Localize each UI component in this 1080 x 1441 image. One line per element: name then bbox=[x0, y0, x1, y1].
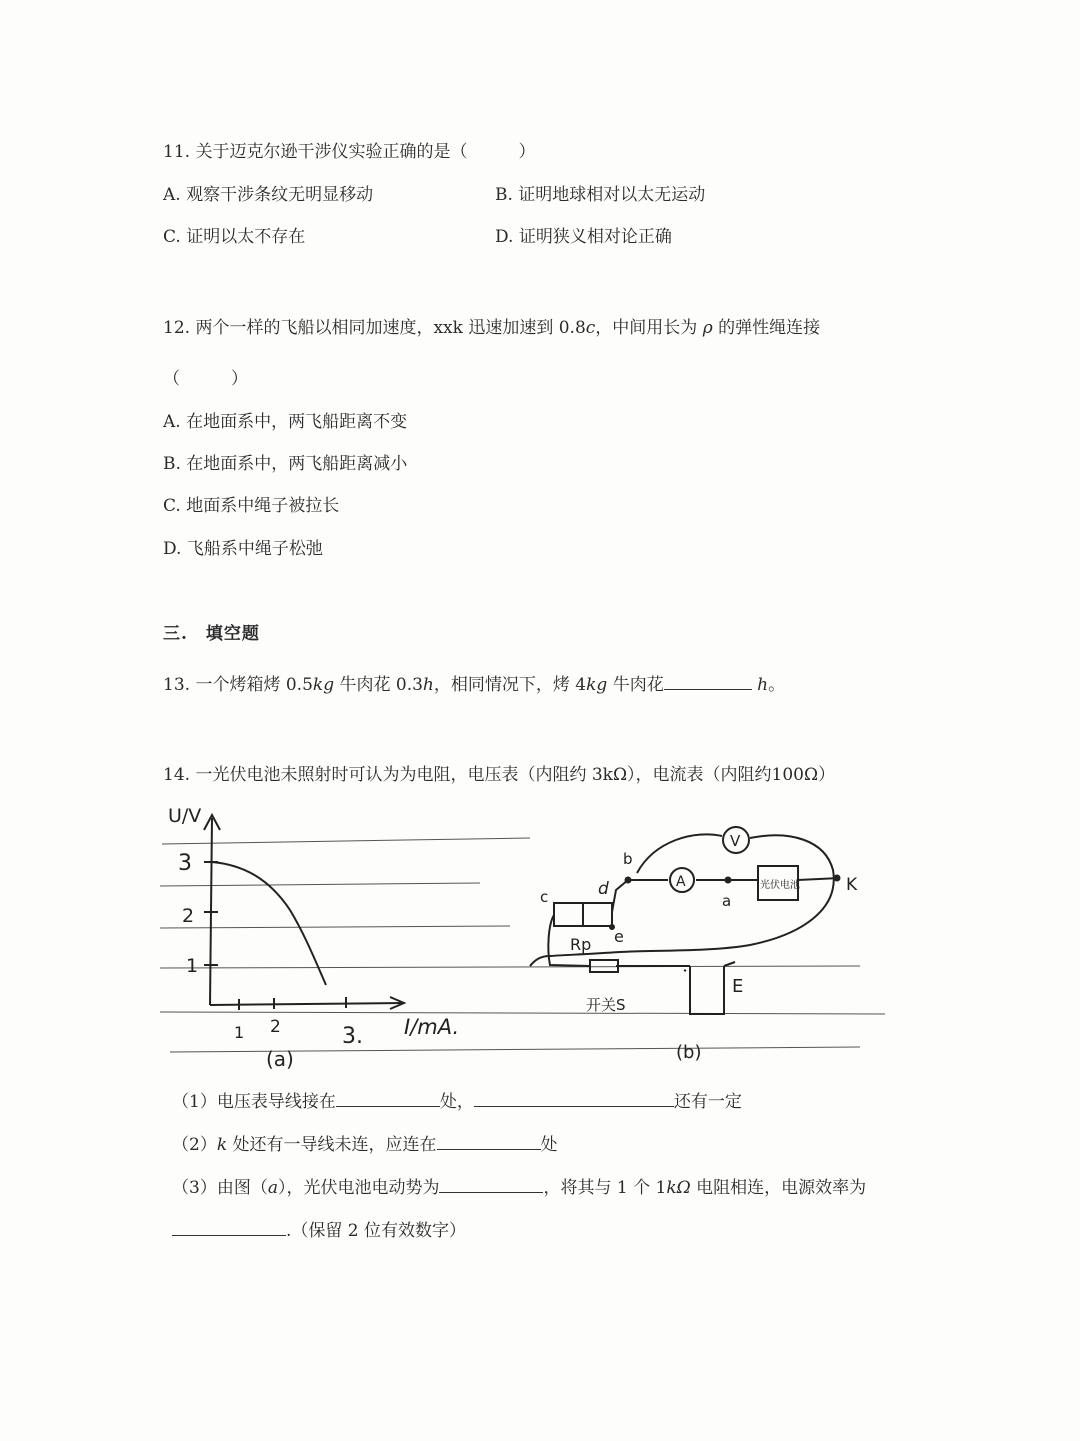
pv-cell-label: 光伏电池 bbox=[760, 880, 800, 891]
graph-a-curve bbox=[212, 862, 326, 985]
q14-sub3-mid2: ，将其与 1 个 1 bbox=[543, 1178, 667, 1198]
q13-answer-blank[interactable] bbox=[664, 671, 752, 690]
q14-sub2-mid: 处还有一导线未连，应连在 bbox=[227, 1135, 437, 1155]
circuit-b-wires bbox=[530, 834, 840, 1014]
q14-sub1-blank-1[interactable] bbox=[336, 1088, 440, 1107]
q12-option-d: D. 飞船系中绳子松弛 bbox=[163, 539, 323, 559]
graph-a-x-label: I/mA. bbox=[404, 1015, 460, 1039]
q14-sub1 bbox=[172, 1088, 742, 1114]
source-label: E bbox=[732, 976, 744, 997]
q14-stem: 14. 一光伏电池未照射时可认为为电阻，电压表（内阻约 3kΩ），电流表（内阻约100Ω） bbox=[163, 765, 836, 785]
q14-sub3-post: 电阻相连，电源效率为 bbox=[690, 1178, 867, 1198]
q13-p4: 牛肉花 bbox=[607, 675, 664, 695]
q13-p1: 13. 一个烤箱烤 0.5 bbox=[163, 675, 313, 695]
q13-h2: h bbox=[757, 675, 769, 695]
graph-a-y-tick-3: 3 bbox=[178, 851, 192, 876]
q14-sub3-mid: ），光伏电池电动势为 bbox=[277, 1178, 440, 1198]
q14-sub3-blank-2[interactable] bbox=[172, 1217, 286, 1236]
graph-a-y-tick-2: 2 bbox=[182, 905, 195, 927]
q12-stem-post: 的弹性绳连接 bbox=[712, 318, 821, 338]
q14-sub3-blank-1[interactable] bbox=[439, 1174, 543, 1193]
graph-a-x-tick-3: 3. bbox=[342, 1024, 363, 1049]
node-e-label: e bbox=[614, 927, 624, 946]
q14-sub3 bbox=[172, 1174, 866, 1200]
q13-p3: ，相同情况下，烤 4 bbox=[433, 675, 587, 695]
q12-option-c: C. 地面系中绳子被拉长 bbox=[163, 496, 340, 516]
q13-kg2: kg bbox=[586, 675, 608, 695]
q11-option-b: B. 证明地球相对以太无运动 bbox=[495, 185, 706, 205]
ruled-lines bbox=[160, 838, 885, 1052]
q14-sub2 bbox=[172, 1131, 558, 1157]
q14-sub1-pre: （1）电压表导线接在 bbox=[172, 1092, 336, 1112]
ammeter-label: A bbox=[676, 874, 686, 890]
graph-a-x-tick-1: 1 bbox=[234, 1023, 245, 1042]
graph-a-axes bbox=[204, 815, 404, 1009]
q14-sub2-pre: （2） bbox=[172, 1135, 217, 1155]
q11-option-a: A. 观察干涉条纹无明显移动 bbox=[163, 185, 374, 205]
q12-stem-c: c bbox=[585, 318, 596, 338]
circuit-b-caption: (b) bbox=[676, 1042, 702, 1063]
q13-p2: 牛肉花 0.3 bbox=[334, 675, 423, 695]
q11-option-c: C. 证明以太不存在 bbox=[163, 227, 306, 247]
q11-option-d: D. 证明狭义相对论正确 bbox=[495, 227, 672, 247]
q12-stem-rho: ρ bbox=[702, 318, 713, 338]
q14-sub1-blank-2[interactable] bbox=[474, 1088, 674, 1107]
q12-option-b: B. 在地面系中，两飞船距离减小 bbox=[163, 454, 408, 474]
switch-label: 开关S bbox=[586, 996, 626, 1014]
q14-sub2-k: k bbox=[216, 1135, 228, 1155]
q14-sub3-a: a bbox=[267, 1178, 278, 1198]
q12-paren: （ ） bbox=[163, 369, 248, 389]
node-c-label: c bbox=[540, 888, 549, 906]
q12-stem-mid: ，中间用长为 bbox=[595, 318, 703, 338]
graph-a-y-label: U/V bbox=[168, 805, 202, 827]
q14-sub3-pre: （3）由图（ bbox=[172, 1178, 268, 1198]
q14-sub3-unit: kΩ bbox=[666, 1178, 691, 1198]
section-heading: 三. 填空题 bbox=[163, 624, 260, 644]
q13-p5: 。 bbox=[768, 675, 786, 695]
q12-stem-pre: 12. 两个一样的飞船以相同加速度，xxk 迅速加速到 0.8 bbox=[163, 318, 586, 338]
q14-sub2-blank[interactable] bbox=[437, 1131, 541, 1150]
q14-sub3-note: .（保留 2 位有效数字） bbox=[286, 1221, 467, 1241]
node-a-label: a bbox=[722, 892, 732, 910]
node-d-label: d bbox=[598, 879, 609, 899]
graph-a-caption: (a) bbox=[266, 1047, 294, 1071]
q13-stem bbox=[163, 671, 785, 697]
graph-a-x-tick-2: 2 bbox=[270, 1017, 281, 1037]
q14-sub2-post: 处 bbox=[540, 1135, 558, 1155]
node-b-label: b bbox=[623, 850, 633, 868]
q14-sub3-cont bbox=[172, 1217, 466, 1243]
node-k-label: K bbox=[846, 875, 858, 895]
q14-sub1-post: 还有一定 bbox=[673, 1092, 742, 1112]
q14-figure bbox=[150, 800, 890, 1075]
q14-sub1-mid: 处， bbox=[439, 1092, 474, 1112]
voltmeter-label: V bbox=[730, 832, 741, 850]
rheostat-label: Rp bbox=[570, 935, 592, 954]
q13-h1: h bbox=[422, 675, 434, 695]
q12-option-a: A. 在地面系中，两飞船距离不变 bbox=[163, 412, 408, 432]
q13-kg1: kg bbox=[312, 675, 335, 695]
graph-a-y-tick-1: 1 bbox=[186, 955, 199, 977]
q11-stem: 11. 关于迈克尔逊干涉仪实验正确的是（ ） bbox=[163, 142, 536, 162]
q12-stem bbox=[163, 316, 820, 340]
